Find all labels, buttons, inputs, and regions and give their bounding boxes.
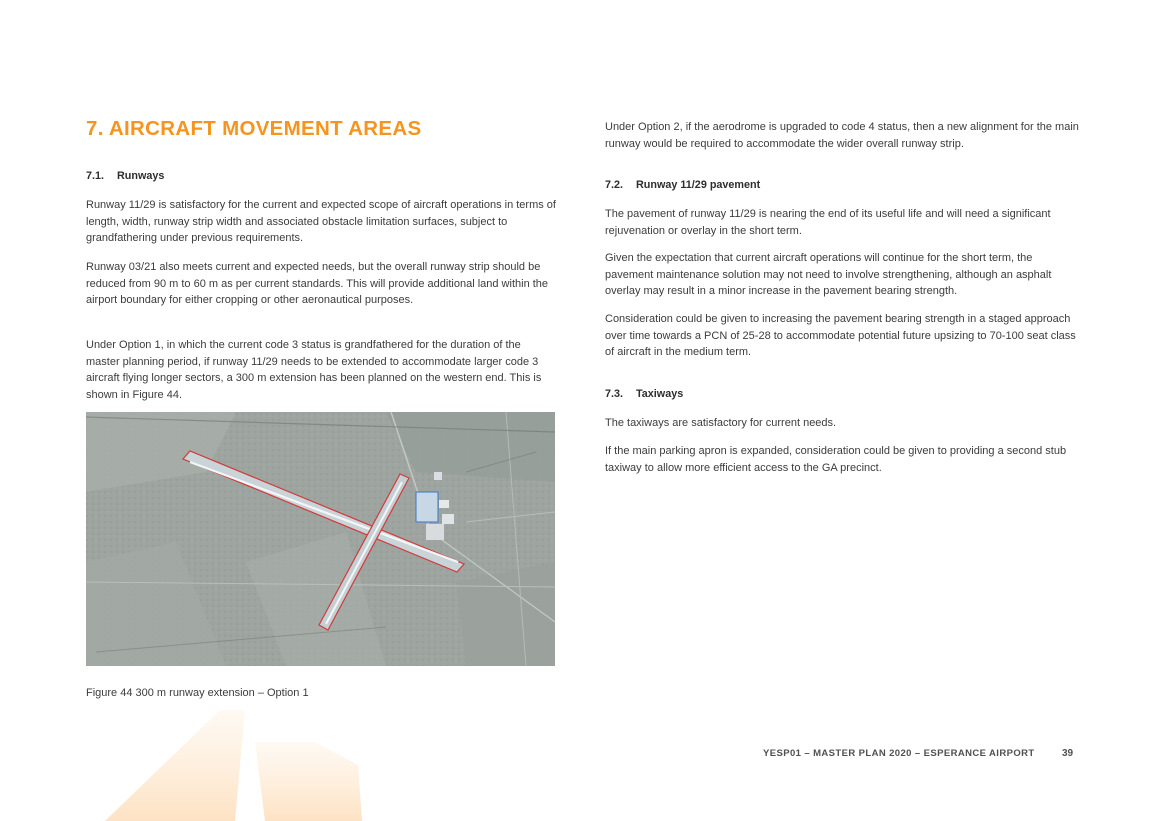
taxiways-number: 7.3. [605,388,624,400]
pavement-paragraph-2: Given the expectation that current aircraft operations will continue for the short term, the pavement maintenance solution may not need to involve strengthening, although an asphalt overlay may result in a minor increase in the pavement bearing strength. [605,252,1052,297]
pavement-paragraph-3: Consideration could be given to increasing the pavement bearing strength in a staged approach over time towards a PCN of 25-28 to accommodate potential future upsizing to 70-100 seat class of aircraft in the medium term. [605,313,1076,358]
watermark-logo [100,690,370,821]
taxiways-title: Taxiways [636,388,684,400]
page-number: 39 [1062,748,1074,759]
runways-paragraph-2: Runway 03/21 also meets current and expected needs, but the overall runway strip should be reduced from 90 m to 60 m as per current standards. This will provide additional land within the airport boundary for either cropping or other aeronautical purposes. [86,261,549,306]
runways-title: Runways [117,170,165,182]
taxiways-heading [605,388,683,400]
footer-title: YESP01 – MASTER PLAN 2020 – ESPERANCE AIRPORT [763,748,1035,759]
pavement-number: 7.2. [605,179,624,191]
figure-caption: Figure 44 300 m runway extension – Option 1 [86,687,309,699]
pavement-heading [605,179,760,191]
runways-paragraph-1: Runway 11/29 is satisfactory for the current and expected scope of aircraft operations in terms of length, width, runway strip width and associated obstacle limitation surfaces, subject to grandfathering under previous requirements. [86,199,556,244]
runways-paragraph-3: Under Option 1, in which the current code 3 status is grandfathered for the duration of the master planning period, if runway 11/29 needs to be extended to accommodate larger code 3 aircraft flying longer sectors, a 300 m extension has been planned on the western end. This is shown in Figure 44. [86,339,542,401]
pavement-paragraph-1: The pavement of runway 11/29 is nearing the end of its useful life and will need a significant rejuvenation or overlay in the short term. [605,208,1051,237]
pavement-title: Runway 11/29 pavement [636,179,761,191]
aerial-figure [86,412,555,666]
runways-heading [86,170,164,182]
taxiways-paragraph-1: The taxiways are satisfactory for current needs. [605,417,837,429]
aerial-photo [86,412,555,666]
runways-number: 7.1. [86,170,105,182]
option2-paragraph: Under Option 2, if the aerodrome is upgraded to code 4 status, then a new alignment for the main runway would be required to accommodate the wider overall runway strip. [605,121,1079,150]
section-title: 7. AIRCRAFT MOVEMENT AREAS [86,117,422,140]
taxiways-paragraph-2: If the main parking apron is expanded, consideration could be given to providing a second stub taxiway to allow more efficient access to the GA precinct. [605,445,1067,474]
